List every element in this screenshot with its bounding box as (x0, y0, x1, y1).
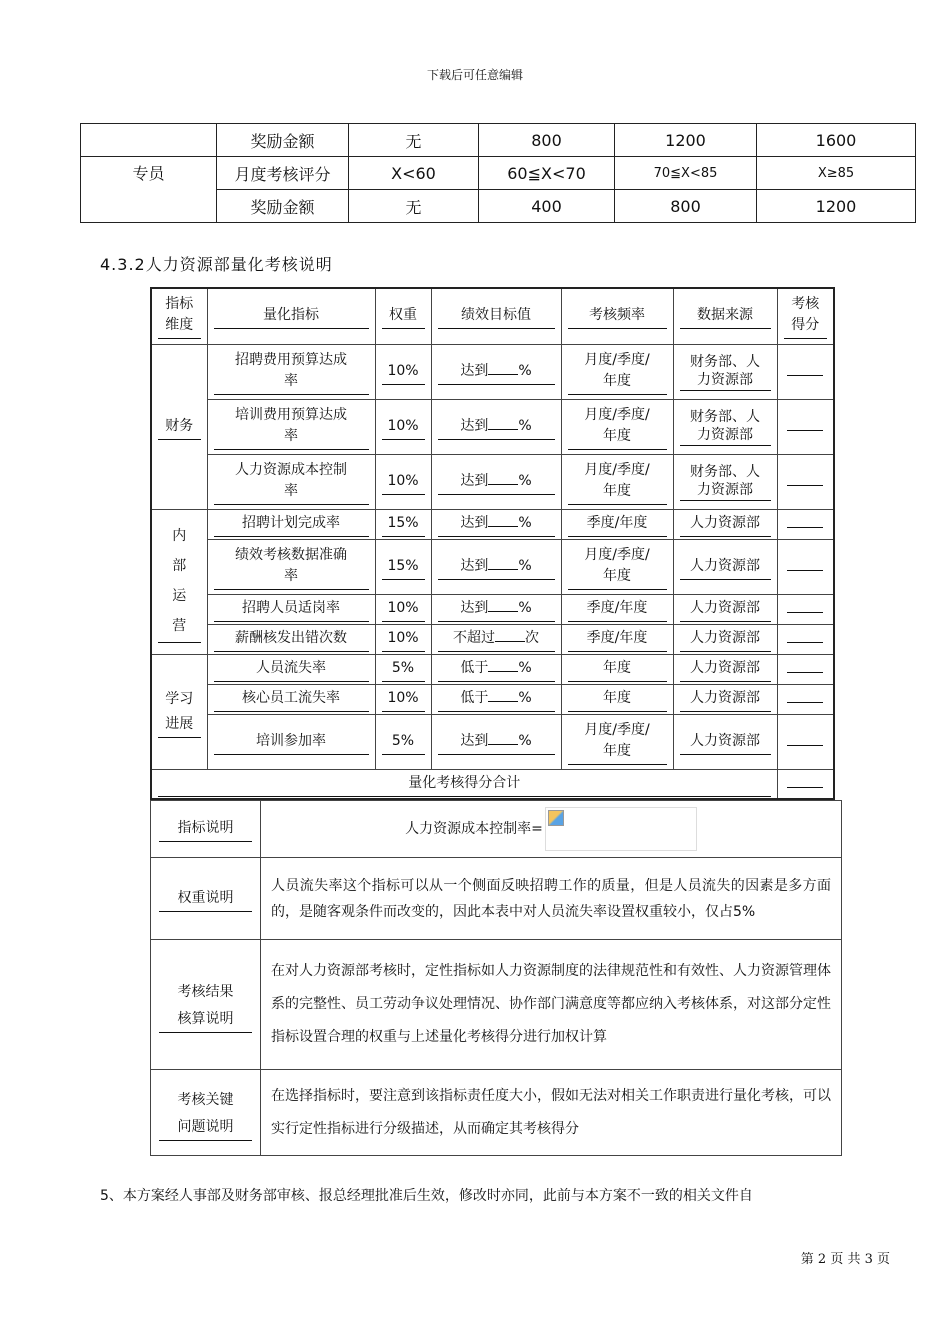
table-row (151, 344, 834, 399)
cell: 1200 (615, 124, 757, 157)
table-row (151, 858, 842, 940)
explanation-label: 考核结果 核算说明 (151, 940, 261, 1070)
score-cell (777, 509, 834, 539)
table-row (151, 624, 834, 654)
header-weight: 权重 (375, 288, 431, 344)
weight-cell: 10% (375, 594, 431, 624)
explanation-text: 在对人力资源部考核时，定性指标如人力资源制度的法律规范性和有效性、人力资源管理体系的完整性、员工劳动争议处理情况、协作部门满意度等都应纳入考核体系，对这部分定性指标设置合理的权重与上述量化考核得分进行加权计算 (261, 940, 842, 1070)
kpi-table (150, 287, 835, 800)
table-row (151, 594, 834, 624)
section-title: 4.3.2人力资源部量化考核说明 (100, 255, 333, 274)
total-label: 量化考核得分合计 (151, 769, 777, 799)
cell: X≥85 (757, 157, 916, 190)
score-cell (777, 454, 834, 509)
group-finance: 财务 (151, 344, 207, 509)
cell: 1200 (757, 190, 916, 223)
target-cell: 达到 % (431, 509, 561, 539)
indicator-cell: 培训参加率 (207, 714, 375, 769)
source-cell: 人力资源部 (673, 654, 777, 684)
cell: 1600 (757, 124, 916, 157)
score-cell (777, 624, 834, 654)
frequency-cell: 月度/季度/ 年度 (561, 714, 673, 769)
frequency-cell: 季度/年度 (561, 594, 673, 624)
frequency-cell: 月度/季度/ 年度 (561, 344, 673, 399)
score-cell (777, 714, 834, 769)
weight-cell: 10% (375, 684, 431, 714)
source-cell: 人力资源部 (673, 624, 777, 654)
indicator-cell: 人员流失率 (207, 654, 375, 684)
indicator-cell: 招聘计划完成率 (207, 509, 375, 539)
explanation-label: 权重说明 (151, 858, 261, 940)
weight-cell: 5% (375, 654, 431, 684)
indicator-cell: 招聘费用预算达成 率 (207, 344, 375, 399)
target-cell: 不超过 次 (431, 624, 561, 654)
table-row (81, 124, 916, 157)
row-label: 奖励金额 (217, 190, 349, 223)
indicator-cell: 人力资源成本控制 率 (207, 454, 375, 509)
group-operations: 内 部 运 营 (151, 509, 207, 654)
frequency-cell: 季度/年度 (561, 509, 673, 539)
weight-cell: 10% (375, 399, 431, 454)
score-cell (777, 654, 834, 684)
row-label: 奖励金额 (217, 124, 349, 157)
row-label: 月度考核评分 (217, 157, 349, 190)
table-row (151, 539, 834, 594)
weight-cell: 15% (375, 509, 431, 539)
cell: X<60 (349, 157, 479, 190)
group-learning: 学习 进展 (151, 654, 207, 769)
table-row (151, 509, 834, 539)
header-row (151, 288, 834, 344)
table-row (151, 684, 834, 714)
score-cell (777, 539, 834, 594)
header-source: 数据来源 (673, 288, 777, 344)
table-row (151, 801, 842, 858)
target-cell: 达到 % (431, 539, 561, 594)
weight-cell: 10% (375, 344, 431, 399)
target-cell: 低于 % (431, 684, 561, 714)
header-score: 考核 得分 (777, 288, 834, 344)
weight-cell: 5% (375, 714, 431, 769)
total-score (777, 769, 834, 799)
score-cell (777, 684, 834, 714)
target-cell: 达到 % (431, 399, 561, 454)
cell: 800 (479, 124, 615, 157)
group-cell (81, 124, 217, 157)
frequency-cell: 月度/季度/ 年度 (561, 454, 673, 509)
source-cell: 财务部、人 力资源部 (673, 454, 777, 509)
header-frequency: 考核频率 (561, 288, 673, 344)
indicator-cell: 招聘人员适岗率 (207, 594, 375, 624)
table-row (151, 454, 834, 509)
indicator-cell: 绩效考核数据准确 率 (207, 539, 375, 594)
explanation-label: 考核关键 问题说明 (151, 1070, 261, 1156)
table-row (151, 1070, 842, 1156)
cell: 无 (349, 124, 479, 157)
indicator-cell: 薪酬核发出错次数 (207, 624, 375, 654)
page-number: 第 2 页 共 3 页 (800, 1252, 890, 1267)
frequency-cell: 季度/年度 (561, 624, 673, 654)
target-cell: 达到 % (431, 714, 561, 769)
table-row (151, 940, 842, 1070)
source-cell: 人力资源部 (673, 509, 777, 539)
header-dimension: 指标 维度 (151, 288, 207, 344)
cell: 800 (615, 190, 757, 223)
source-cell: 人力资源部 (673, 714, 777, 769)
paragraph-5: 5、本方案经人事部及财务部审核、报总经理批准后生效，修改时亦同，此前与本方案不一致的相关文件自 (100, 1188, 753, 1204)
weight-cell: 10% (375, 624, 431, 654)
group-label: 专员 (81, 157, 217, 223)
table-row (151, 654, 834, 684)
indicator-cell: 核心员工流失率 (207, 684, 375, 714)
source-cell: 人力资源部 (673, 539, 777, 594)
header-note: 下载后可任意编辑 (426, 68, 523, 82)
cell: 无 (349, 190, 479, 223)
broken-image-icon (545, 807, 697, 851)
source-cell: 人力资源部 (673, 684, 777, 714)
target-cell: 达到 % (431, 594, 561, 624)
cell: 400 (479, 190, 615, 223)
explanation-table (150, 800, 842, 1156)
header-indicator: 量化指标 (207, 288, 375, 344)
table-row (151, 714, 834, 769)
target-cell: 达到 % (431, 454, 561, 509)
frequency-cell: 年度 (561, 654, 673, 684)
reward-table (80, 123, 916, 223)
table-row (81, 157, 916, 190)
total-row (151, 769, 834, 799)
cell: 70≦X<85 (615, 157, 757, 190)
weight-cell: 10% (375, 454, 431, 509)
frequency-cell: 月度/季度/ 年度 (561, 539, 673, 594)
frequency-cell: 月度/季度/ 年度 (561, 399, 673, 454)
header-target: 绩效目标值 (431, 288, 561, 344)
score-cell (777, 399, 834, 454)
target-cell: 达到 % (431, 344, 561, 399)
indicator-cell: 培训费用预算达成 率 (207, 399, 375, 454)
score-cell (777, 344, 834, 399)
explanation-text: 人力资源成本控制率= (261, 801, 842, 858)
score-cell (777, 594, 834, 624)
source-cell: 人力资源部 (673, 594, 777, 624)
explanation-text: 人员流失率这个指标可以从一个侧面反映招聘工作的质量，但是人员流失的因素是多方面的，是随客观条件而改变的，因此本表中对人员流失率设置权重较小，仅占5% (261, 858, 842, 940)
source-cell: 财务部、人 力资源部 (673, 399, 777, 454)
explanation-text: 在选择指标时，要注意到该指标责任度大小，假如无法对相关工作职责进行量化考核，可以实行定性指标进行分级描述，从而确定其考核得分 (261, 1070, 842, 1156)
explanation-label: 指标说明 (151, 801, 261, 858)
table-row (151, 399, 834, 454)
weight-cell: 15% (375, 539, 431, 594)
frequency-cell: 年度 (561, 684, 673, 714)
cell: 60≦X<70 (479, 157, 615, 190)
source-cell: 财务部、人 力资源部 (673, 344, 777, 399)
target-cell: 低于 % (431, 654, 561, 684)
